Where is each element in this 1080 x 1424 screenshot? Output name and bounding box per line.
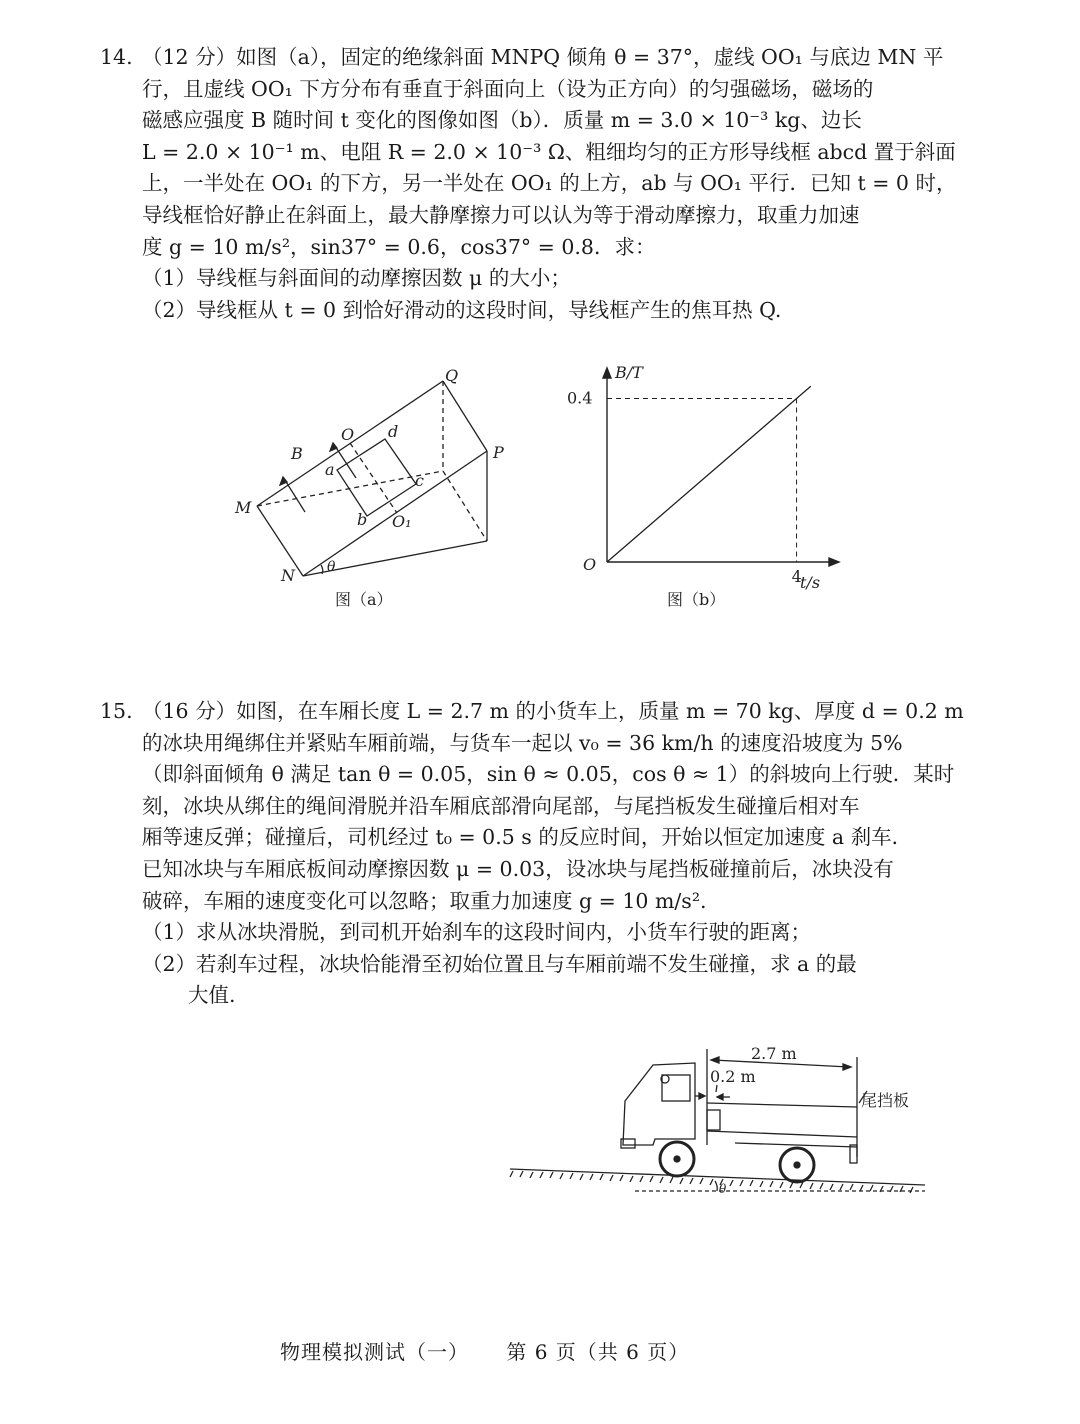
tailgate-label: 尾挡板 bbox=[861, 1091, 910, 1110]
x-axis-label: t/s bbox=[800, 573, 821, 592]
line-OO1 bbox=[350, 443, 397, 513]
question-text-line: 行，且虚线 OO₁ 下方分布有垂直于斜面向上（设为正方向）的匀强磁场，磁场的 bbox=[142, 76, 874, 101]
page-number: 第 6 页（共 6 页） bbox=[506, 1340, 690, 1364]
subquestion-2: （2）导线框从 t = 0 到恰好滑动的这段时间，导线框产生的焦耳热 Q. bbox=[142, 297, 782, 322]
subquestion-1: （1）导线框与斜面间的动摩擦因数 μ 的大小； bbox=[142, 266, 571, 291]
question-text-line: L = 2.0 × 10⁻¹ m、电阻 R = 2.0 × 10⁻³ Ω、粗细均匀的正方形导线框 abcd 置于斜面 bbox=[142, 139, 956, 164]
origin-label: O bbox=[583, 555, 597, 574]
label-P: P bbox=[493, 443, 504, 462]
question-text-line: 上，一半处在 OO₁ 的下方，另一半处在 OO₁ 的上方，ab 与 OO₁ 平行．已知 t = 0 时， bbox=[142, 171, 957, 196]
label-a: a bbox=[325, 460, 335, 479]
figure-b-chart bbox=[555, 362, 855, 622]
question-text-line: 度 g = 10 m/s²，sin37° = 0.6，cos37° = 0.8．求： bbox=[142, 234, 656, 259]
question-text-line: 破碎，车厢的速度变化可以忽略；取重力加速度 g = 10 m/s². bbox=[142, 888, 707, 913]
slope-angle-label: θ bbox=[719, 1182, 727, 1196]
subquestion-1: （1）求从冰块滑脱，到司机开始刹车的这段时间内，小货车行驶的距离； bbox=[142, 920, 812, 945]
label-d: d bbox=[388, 422, 399, 441]
question-text-line: （16 分）如图，在车厢长度 L = 2.7 m 的小货车上，质量 m = 70 kg、厚度 d = 0.2 m bbox=[142, 699, 964, 723]
y-axis-arrow bbox=[603, 368, 611, 378]
label-M: M bbox=[235, 498, 252, 517]
label-O: O bbox=[341, 425, 355, 444]
edge-MN bbox=[257, 506, 303, 576]
y-tick-label: 0.4 bbox=[567, 388, 593, 408]
question-text-line: （即斜面倾角 θ 满足 tan θ = 0.05，sin θ ≈ 0.05，cos θ ≈ 1）的斜坡向上行驶．某时 bbox=[142, 762, 955, 787]
question-text-line: 的冰块用绳绑住并紧贴车厢前端，与货车一起以 v₀ = 36 km/h 的速度沿坡度为 5% bbox=[142, 730, 903, 755]
label-Q: Q bbox=[445, 366, 459, 385]
slope-ground bbox=[510, 1169, 925, 1185]
label-O1: O₁ bbox=[392, 512, 412, 531]
question-text-line: 导线框恰好静止在斜面上，最大静摩擦力可以认为等于滑动摩擦力，取重力加速 bbox=[142, 202, 860, 227]
page-footer bbox=[280, 1336, 719, 1365]
label-b: b bbox=[357, 510, 368, 529]
y-axis-label: B/T bbox=[615, 363, 643, 382]
length-label: 2.7 m bbox=[751, 1044, 797, 1063]
wire-frame-abcd bbox=[337, 439, 416, 516]
label-theta: θ bbox=[327, 559, 336, 575]
x-tick-label: 4 bbox=[791, 567, 802, 586]
edge-QP bbox=[443, 381, 487, 451]
question-text-line: 刻，冰块从绑住的绳间滑脱并沿车厢底部滑向尾部，与尾挡板发生碰撞后相对车 bbox=[142, 793, 860, 818]
subquestion-2: （2）若刹车过程，冰块恰能滑至初始位置且与车厢前端不发生碰撞，求 a 的最 bbox=[142, 951, 857, 976]
ice-block bbox=[707, 1110, 720, 1130]
question-number: 15. bbox=[100, 699, 133, 723]
question-text-line: 磁感应强度 B 随时间 t 变化的图像如图（b）．质量 m = 3.0 × 10⁻³ kg、边长 bbox=[142, 108, 862, 133]
question-text-line: 已知冰块与车厢底板间动摩擦因数 μ = 0.03，设冰块与尾挡板碰撞前后，冰块没有 bbox=[142, 856, 894, 881]
label-c: c bbox=[415, 471, 424, 490]
caption-b: 图（b） bbox=[667, 590, 726, 609]
exam-title: 物理模拟测试（一） bbox=[280, 1340, 469, 1364]
x-axis-arrow bbox=[829, 558, 839, 566]
question-14 bbox=[100, 42, 957, 326]
question-text-line: 厢等速反弹；碰撞后，司机经过 t₀ = 0.5 s 的反应时间，开始以恒定加速度 a 刹车． bbox=[142, 825, 913, 850]
question-number: 14. bbox=[100, 45, 133, 69]
question-15 bbox=[100, 696, 964, 1012]
thickness-label: 0.2 m bbox=[710, 1067, 756, 1086]
label-N: N bbox=[281, 566, 295, 585]
label-B: B bbox=[291, 444, 303, 463]
question-text-line: （12 分）如图（a），固定的绝缘斜面 MNPQ 倾角 θ = 37°，虚线 OO₁ 与底边 MN 平 bbox=[142, 45, 944, 69]
figure-truck bbox=[505, 1035, 935, 1205]
subquestion-2-continued: 大值. bbox=[188, 983, 236, 1008]
series-line-B bbox=[607, 386, 811, 562]
caption-a: 图（a） bbox=[335, 590, 393, 609]
figure-a-incline bbox=[225, 365, 525, 615]
